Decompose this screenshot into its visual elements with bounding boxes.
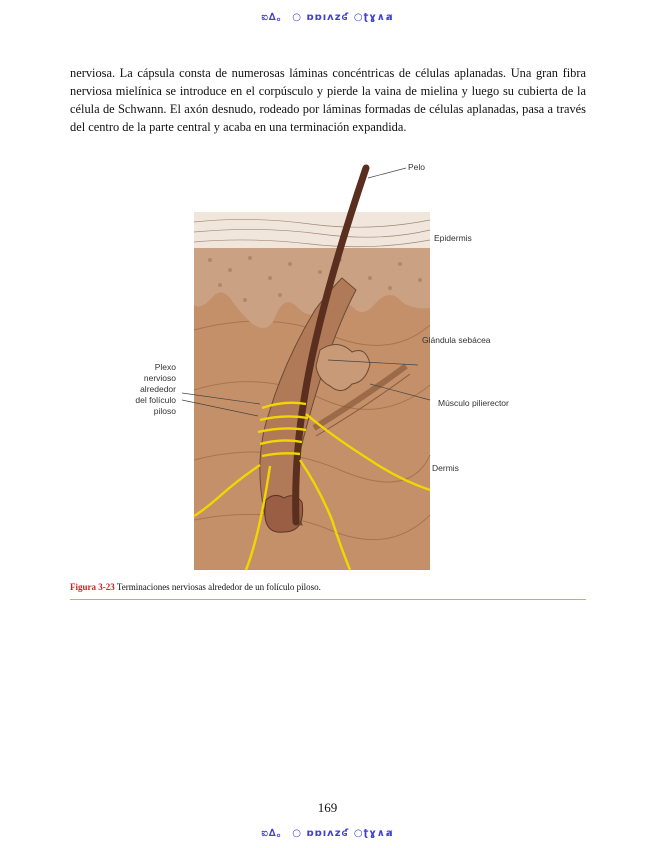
page-footer-watermark: ಐ∆。 ○ ɒɒıʌzʛ ○ʈɣ∧ⱥ: [261, 828, 394, 839]
label-plexo-5: piloso: [153, 406, 176, 416]
label-plexo-2: nervioso: [143, 373, 176, 383]
label-pelo: Pelo: [408, 162, 426, 172]
page-header-watermark: ಐ∆。 ○ ɒɒıʌzʛ ○ʈɣ∧ⱥ: [261, 12, 394, 23]
figure-caption: [70, 582, 321, 592]
hair-follicle-illustration: [70, 160, 586, 575]
page-number: 169: [317, 800, 338, 815]
label-dermis: Dermis: [432, 463, 459, 473]
label-glandula: Glándula sebácea: [422, 335, 491, 345]
label-plexo-1: Plexo: [154, 362, 176, 372]
figure-caption-text: Terminaciones nerviosas alrededor de un folículo piloso.: [114, 582, 321, 592]
label-plexo-3: alrededor: [140, 384, 176, 394]
figure-number: Figura 3-23: [70, 582, 115, 592]
body-paragraph: nerviosa. La cápsula consta de numerosas láminas concéntricas de células aplanadas. Una gran fibra nerviosa mielínica se introduce en el corpúsculo y pierde la vaina de mielina y luego su cubierta de la célula de Schwann. El axón desnudo, rodeado por láminas formadas de células aplanadas, pasa a través del centro de la parte central y acaba en una terminación expandida.: [70, 66, 586, 134]
label-musculo: Músculo pilierector: [438, 398, 509, 408]
label-epidermis: Epidermis: [434, 233, 472, 243]
label-plexo-4: del folículo: [135, 395, 176, 405]
caption-divider: [70, 599, 586, 600]
